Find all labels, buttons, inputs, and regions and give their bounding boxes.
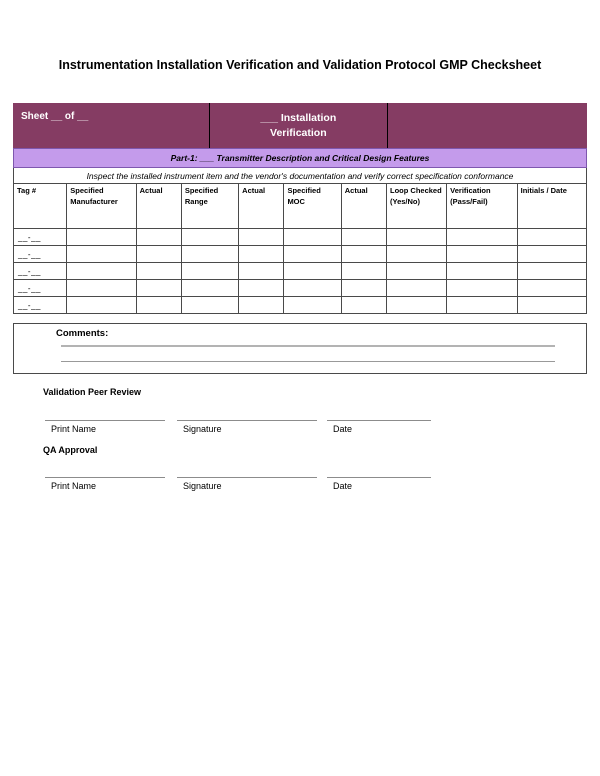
column-header: Actual bbox=[239, 184, 284, 229]
table-cell bbox=[284, 246, 341, 263]
table-cell bbox=[181, 297, 238, 314]
table-row bbox=[14, 280, 587, 297]
table-cell bbox=[517, 280, 586, 297]
table-cell bbox=[239, 297, 284, 314]
table-cell bbox=[239, 229, 284, 246]
part1-section-title: Part-1: ___ Transmitter Description and Critical Design Features bbox=[13, 148, 587, 168]
table-cell bbox=[341, 246, 386, 263]
table-cell bbox=[447, 297, 517, 314]
checksheet-table-block bbox=[13, 103, 587, 314]
table-cell bbox=[284, 263, 341, 280]
table-cell bbox=[447, 280, 517, 297]
table-cell bbox=[136, 280, 181, 297]
qa-date-field: Date bbox=[327, 477, 431, 491]
table-cell bbox=[67, 229, 136, 246]
table-row bbox=[14, 263, 587, 280]
table-header-bar bbox=[13, 103, 587, 148]
table-cell bbox=[341, 280, 386, 297]
tag-cell: __-__ bbox=[14, 263, 67, 280]
table-cell bbox=[239, 280, 284, 297]
instruction-text: Inspect the installed instrument item and the vendor's documentation and verify correct specification conformance bbox=[13, 168, 587, 183]
validation-peer-review-heading: Validation Peer Review bbox=[43, 387, 142, 397]
table-cell bbox=[447, 229, 517, 246]
table-row bbox=[14, 246, 587, 263]
comments-box bbox=[13, 323, 587, 374]
table-cell bbox=[517, 263, 586, 280]
table-cell bbox=[341, 297, 386, 314]
table-body bbox=[14, 229, 587, 314]
table-cell bbox=[387, 280, 447, 297]
table-cell bbox=[284, 280, 341, 297]
column-header: Specified MOC bbox=[284, 184, 341, 229]
table-cell bbox=[239, 263, 284, 280]
table-cell bbox=[67, 263, 136, 280]
table-cell bbox=[67, 246, 136, 263]
column-header: Tag # bbox=[14, 184, 67, 229]
table-cell bbox=[284, 297, 341, 314]
column-header: Verification (Pass/Fail) bbox=[447, 184, 517, 229]
column-header: Initials / Date bbox=[517, 184, 586, 229]
table-cell bbox=[387, 263, 447, 280]
table-cell bbox=[136, 263, 181, 280]
verification-table bbox=[13, 183, 587, 314]
column-header: Specified Range bbox=[181, 184, 238, 229]
installation-verification-cell bbox=[210, 103, 388, 148]
table-cell bbox=[387, 246, 447, 263]
table-cell bbox=[67, 297, 136, 314]
column-header: Actual bbox=[341, 184, 386, 229]
table-cell bbox=[447, 263, 517, 280]
column-header-row bbox=[14, 184, 587, 229]
table-cell bbox=[181, 246, 238, 263]
table-head bbox=[14, 184, 587, 229]
qa-signature-field: Signature bbox=[177, 477, 317, 491]
tag-cell: __-__ bbox=[14, 280, 67, 297]
qa-approval-heading: QA Approval bbox=[43, 445, 98, 455]
table-cell bbox=[517, 229, 586, 246]
table-cell bbox=[517, 297, 586, 314]
installation-verification-line1: ___ Installation bbox=[260, 112, 337, 125]
table-cell bbox=[284, 229, 341, 246]
column-header: Specified Manufacturer bbox=[67, 184, 136, 229]
table-cell bbox=[387, 229, 447, 246]
table-row bbox=[14, 297, 587, 314]
comments-line-2 bbox=[61, 361, 555, 362]
table-cell bbox=[387, 297, 447, 314]
peer-review-print-name-field: Print Name bbox=[45, 420, 165, 434]
table-cell bbox=[517, 246, 586, 263]
table-cell bbox=[239, 246, 284, 263]
peer-review-signature-row bbox=[0, 420, 600, 446]
table-cell bbox=[341, 263, 386, 280]
table-cell bbox=[136, 297, 181, 314]
column-header: Loop Checked (Yes/No) bbox=[387, 184, 447, 229]
table-cell bbox=[67, 280, 136, 297]
qa-approval-signature-row bbox=[0, 477, 600, 503]
installation-verification-line2: Verification bbox=[270, 126, 327, 139]
qa-print-name-field: Print Name bbox=[45, 477, 165, 491]
table-cell bbox=[181, 229, 238, 246]
tag-cell: __-__ bbox=[14, 297, 67, 314]
table-row bbox=[14, 229, 587, 246]
tag-cell: __-__ bbox=[14, 246, 67, 263]
comments-line-1 bbox=[61, 345, 555, 347]
document-title: Instrumentation Installation Verification and Validation Protocol GMP Checksheet bbox=[58, 58, 542, 72]
tag-cell: __-__ bbox=[14, 229, 67, 246]
table-cell bbox=[341, 229, 386, 246]
comments-label: Comments: bbox=[56, 328, 109, 339]
table-cell bbox=[181, 263, 238, 280]
table-cell bbox=[181, 280, 238, 297]
sheet-number-cell: Sheet __ of __ bbox=[13, 103, 210, 148]
peer-review-signature-field: Signature bbox=[177, 420, 317, 434]
column-header: Actual bbox=[136, 184, 181, 229]
header-empty-cell bbox=[388, 103, 587, 148]
table-cell bbox=[136, 229, 181, 246]
table-cell bbox=[136, 246, 181, 263]
table-cell bbox=[447, 246, 517, 263]
peer-review-date-field: Date bbox=[327, 420, 431, 434]
